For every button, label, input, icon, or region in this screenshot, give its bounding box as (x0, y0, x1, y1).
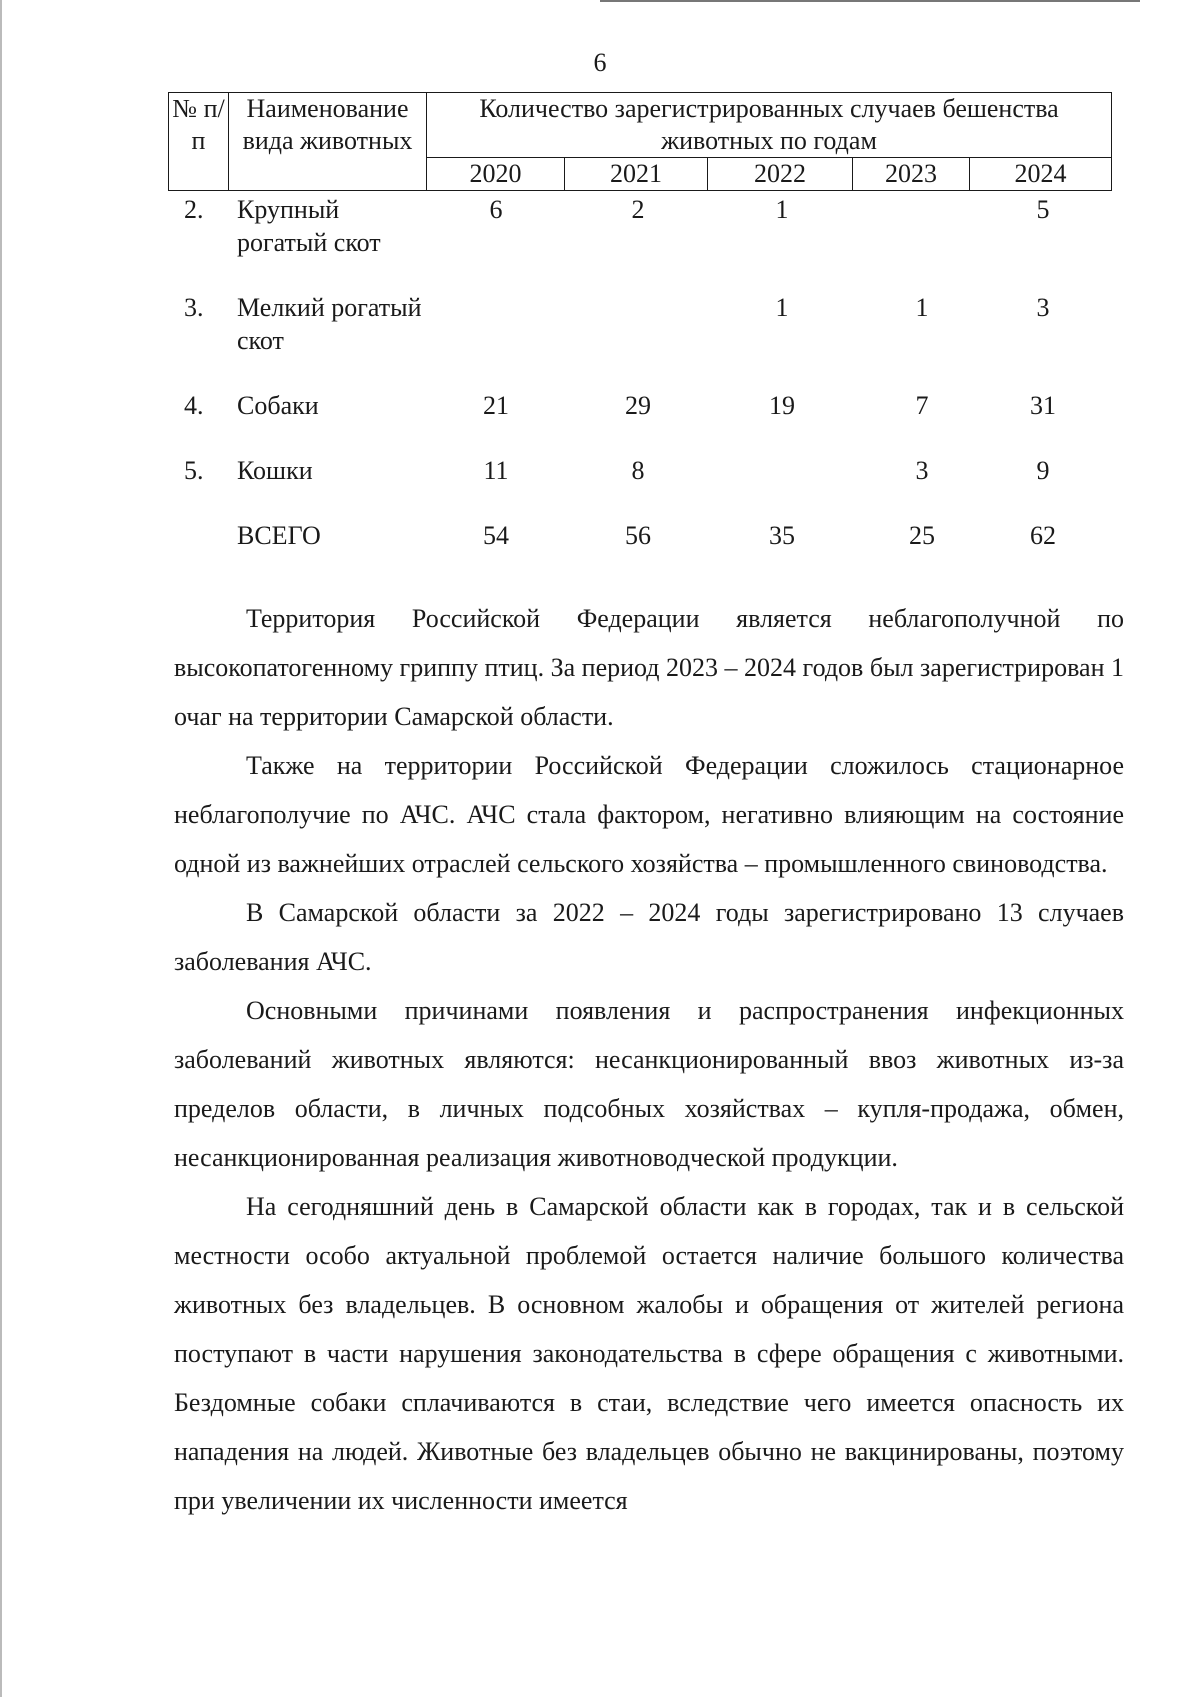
cell-2020: 6 (489, 195, 503, 224)
row-animal-name: Собаки (237, 391, 319, 420)
row-number: 4. (184, 391, 204, 420)
total-2022: 35 (769, 521, 795, 550)
cell-2021: 29 (625, 391, 651, 420)
cell-2024: 9 (1036, 456, 1050, 485)
cell-2024: 31 (1030, 391, 1056, 420)
paragraph: Также на территории Российской Федерации сложилось стационарное неблагополучие по АЧС. АЧС стала фактором, негативно влияющим на состояние одной из важнейших отраслей сельского хозяйства – промышленного свиноводства. (174, 751, 1124, 878)
cell-2022: 19 (769, 391, 795, 420)
row-animal-name: Мелкий рогатый скот (237, 293, 422, 355)
total-2021: 56 (625, 521, 651, 550)
table-row (0, 291, 1200, 361)
cell-2021: 2 (631, 195, 645, 224)
scan-edge-line (600, 0, 1140, 2)
header-year: 2023 (853, 158, 970, 191)
cell-2020: 11 (483, 456, 509, 485)
cell-2023: 7 (915, 391, 929, 420)
header-year: 2022 (708, 158, 853, 191)
row-total-label: ВСЕГО (237, 521, 321, 550)
header-year: 2020 (427, 158, 565, 191)
table-total-row (0, 519, 1200, 589)
header-year: 2024 (970, 158, 1112, 191)
page-number: 6 (593, 48, 607, 77)
header-year: 2021 (565, 158, 708, 191)
cell-2023: 1 (915, 293, 929, 322)
cell-2021: 8 (631, 456, 645, 485)
table-row (0, 454, 1200, 524)
header-number-column: № п/п (169, 93, 229, 191)
row-number: 5. (184, 456, 204, 485)
cell-2020: 21 (483, 391, 509, 420)
header-cases-by-year: Количество зарегистрированных случаев бешенства животных по годам (427, 93, 1112, 158)
row-animal-name: Крупный рогатый скот (237, 195, 381, 257)
total-2023: 25 (909, 521, 935, 550)
cell-2024: 5 (1036, 195, 1050, 224)
header-name-column: Наименование вида животных (229, 93, 427, 191)
table-row (0, 389, 1200, 459)
row-number: 3. (184, 293, 204, 322)
row-number: 2. (184, 195, 204, 224)
cell-2024: 3 (1036, 293, 1050, 322)
paragraph: На сегодняшний день в Самарской области как в городах, так и в сельской местности особо актуальной проблемой остается наличие большого количества животных без владельцев. В основном жалобы и обращения от жителей региона поступают в части нарушения законодательства в сфере обращения с животными. Бездомные собаки сплачиваются в стаи, вследствие чего имеется опасность их нападения на людей. Животные без владельцев обычно не вакцинированы, поэтому при увеличении их численности имеется (174, 1192, 1124, 1515)
total-2024: 62 (1030, 521, 1056, 550)
paragraph: Основными причинами появления и распространения инфекционных заболеваний животных являются: несанкционированный ввоз животных из-за пределов области, в личных подсобных хозяйствах – купля-продажа, обмен, несанкционированная реализация животноводческой продукции. (174, 996, 1124, 1172)
total-2020: 54 (483, 521, 509, 550)
cell-2023: 3 (915, 456, 929, 485)
body-text (174, 594, 1124, 1525)
paragraph: Территория Российской Федерации является неблагополучной по высокопатогенному гриппу птиц. За период 2023 – 2024 годов был зарегистрирован 1 очаг на территории Самарской области. (174, 604, 1124, 731)
rabies-table-header (168, 92, 1112, 191)
cell-2022: 1 (775, 293, 789, 322)
table-row (0, 193, 1200, 263)
paragraph: В Самарской области за 2022 – 2024 годы зарегистрировано 13 случаев заболевания АЧС. (174, 898, 1124, 976)
row-animal-name: Кошки (237, 456, 313, 485)
cell-2022: 1 (775, 195, 789, 224)
